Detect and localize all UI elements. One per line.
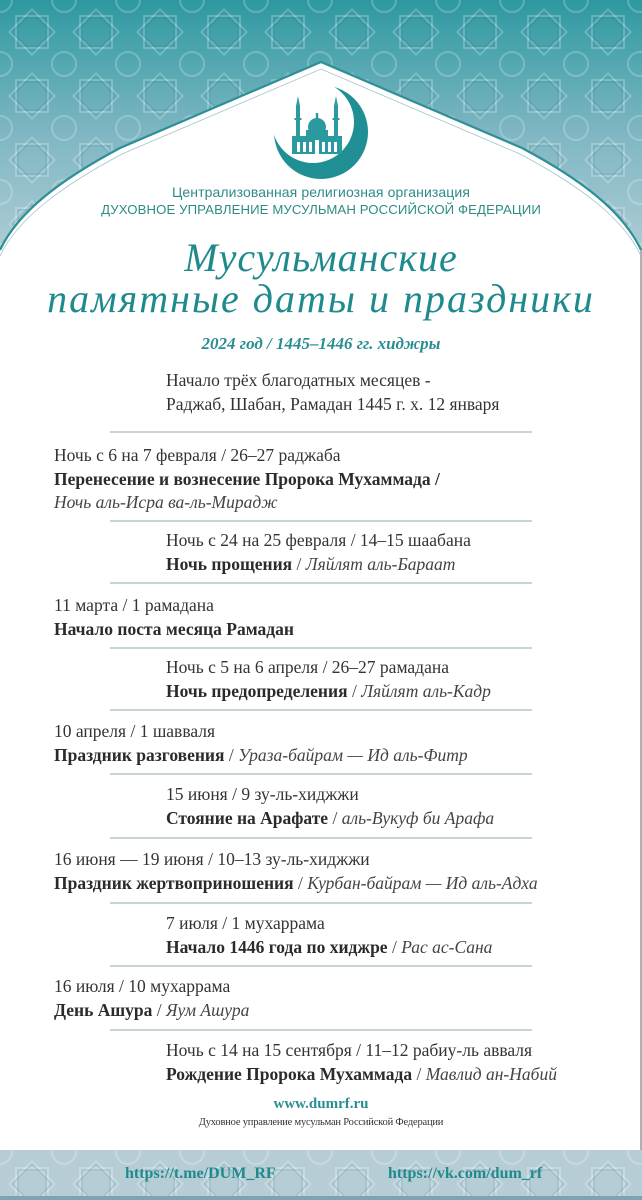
entry-alt-name: Мавлид ан-Набий xyxy=(425,1063,557,1084)
separator xyxy=(110,709,532,711)
entry-alt-name: Ураза-байрам — Ид аль-Фитр xyxy=(238,744,468,765)
entry-date: Ночь с 14 на 15 сентября / 11–12 рабиу-ль авваля xyxy=(166,1040,533,1060)
entry-line: Начало трёх благодатных месяцев - xyxy=(166,370,431,390)
entry-title: День Ашура xyxy=(54,999,153,1020)
entry-slash: / xyxy=(296,553,302,574)
calendar-entry xyxy=(166,1039,557,1086)
calendar-entry xyxy=(54,720,468,767)
entry-slash: / xyxy=(228,744,234,765)
page-subtitle: 2024 год / 1445–1446 гг. хиджры xyxy=(201,334,441,353)
entry-line: Раджаб, Шабан, Рамадан 1445 г. х. 12 января xyxy=(166,393,500,414)
vk-link[interactable]: https://vk.com/dum_rf xyxy=(388,1165,543,1182)
entry-title: Ночь прощения xyxy=(166,553,293,574)
entry-title: Перенесение и вознесение Пророка Мухаммада / xyxy=(54,468,440,489)
separator xyxy=(110,582,532,584)
entry-alt-name: Яум Ашура xyxy=(166,999,250,1020)
entry-date: 11 марта / 1 рамадана xyxy=(54,595,214,615)
entry-date: 10 апреля / 1 шавваля xyxy=(54,721,216,741)
entry-slash: / xyxy=(156,999,162,1020)
separator xyxy=(110,1029,532,1031)
entry-alt-name: Ляйлят аль-Кадр xyxy=(361,680,491,701)
entry-title: Праздник жертвоприношения xyxy=(54,872,294,893)
entry-title: Праздник разговения xyxy=(54,744,225,765)
calendar-entry xyxy=(54,848,538,895)
org-type-label: Централизованная религиозная организация xyxy=(171,184,471,200)
website-link[interactable]: www.dumrf.ru xyxy=(273,1096,369,1112)
entry-alt-name: аль-Вукуф би Арафа xyxy=(341,807,495,828)
separator xyxy=(110,773,532,775)
separator xyxy=(110,965,532,967)
entry-alt-name: Ночь аль-Исра ва-ль-Мирадж xyxy=(54,492,278,512)
entry-slash: / xyxy=(297,872,303,893)
entry-title: Начало поста месяца Рамадан xyxy=(54,618,294,639)
entry-date: Ночь с 6 на 7 февраля / 26–27 раджаба xyxy=(54,445,341,465)
entry-date: Ночь с 5 на 6 апреля / 26–27 рамадана xyxy=(166,657,449,677)
page-title-line2: памятные даты и праздники xyxy=(47,276,595,321)
calendar-entry xyxy=(166,656,491,703)
entry-title: Стояние на Арафате xyxy=(166,807,329,828)
entry-slash: / xyxy=(416,1063,422,1084)
separator xyxy=(110,520,532,522)
entry-alt-name: Рас ас-Сана xyxy=(401,936,493,957)
calendar-entry xyxy=(54,444,440,515)
separator xyxy=(110,431,532,433)
entry-alt-name: Курбан-байрам — Ид аль-Адха xyxy=(307,872,538,893)
calendar-entry xyxy=(54,594,294,641)
entry-slash: / xyxy=(391,936,397,957)
entry-date: 7 июля / 1 мухаррама xyxy=(166,913,325,933)
entry-title: Ночь предопределения xyxy=(166,680,348,701)
entry-title: Рождение Пророка Мухаммада xyxy=(166,1063,413,1084)
telegram-link[interactable]: https://t.me/DUM_RF xyxy=(125,1165,276,1182)
calendar-entry xyxy=(54,975,249,1022)
entry-date: Ночь с 24 на 25 февраля / 14–15 шаабана xyxy=(166,530,471,550)
page-title-line1: Мусульманские xyxy=(184,235,458,280)
entry-date: 16 июня — 19 июня / 10–13 зу-ль-хиджжи xyxy=(54,849,370,869)
entry-date: 16 июля / 10 мухаррама xyxy=(54,976,231,996)
calendar-entry xyxy=(166,912,492,959)
separator xyxy=(110,902,532,904)
footer-org-name: Духовное управление мусульман Российской Федерации xyxy=(198,1117,444,1128)
entry-slash: / xyxy=(351,680,357,701)
calendar-entry xyxy=(166,783,494,830)
calendar-entry xyxy=(166,529,471,576)
crescent-mosque-logo-icon xyxy=(266,84,376,184)
entry-slash: / xyxy=(332,807,338,828)
org-name-label: ДУХОВНОЕ УПРАВЛЕНИЕ МУСУЛЬМАН РОССИЙСКОЙ ФЕДЕРАЦИИ xyxy=(101,202,541,217)
calendar-entry xyxy=(166,369,499,416)
separator xyxy=(110,837,532,839)
separator xyxy=(110,647,532,649)
entry-alt-name: Ляйлят аль-Бараат xyxy=(305,553,456,574)
entry-title: Начало 1446 года по хиджре xyxy=(166,936,388,957)
entry-date: 15 июня / 9 зу-ль-хиджжи xyxy=(166,784,359,804)
